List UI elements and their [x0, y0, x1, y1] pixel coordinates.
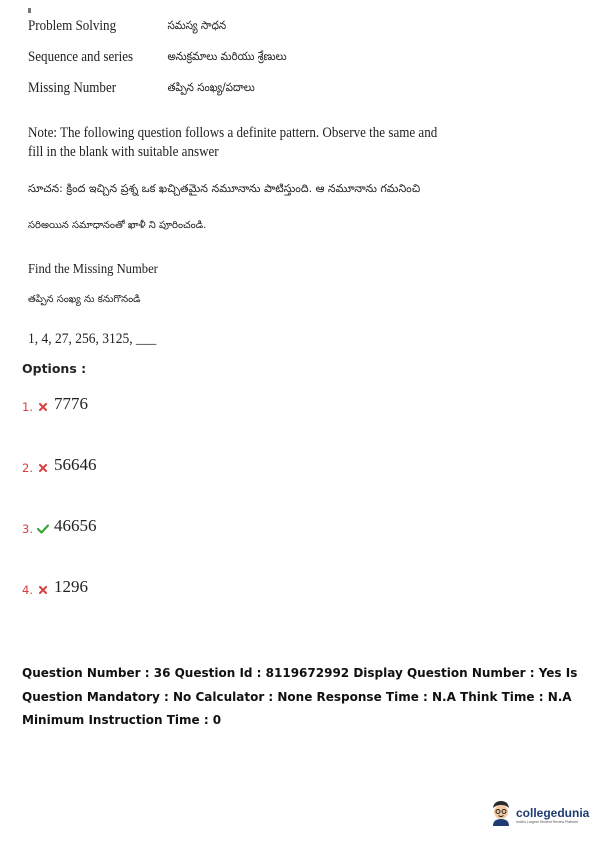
meta-row-subtopic [28, 49, 287, 66]
cross-icon [36, 397, 50, 411]
option-value: 7776 [54, 394, 88, 413]
meta-subtopic-te: అనుక్రమాలు మరియు శ్రేణులు [167, 49, 287, 63]
note-te-line2: సరిఅయిన సమాధానంతో ఖాళీ ని పూరించండి. [28, 220, 207, 231]
student-mascot-icon [490, 800, 512, 831]
note-en: Note: The following question follows a definite pattern. Observe the same and fill in the blank with suitable answer [28, 125, 438, 160]
option-2[interactable] [22, 453, 97, 477]
find-missing-te: తప్పిన సంఖ్య ను కనుగొనండి [28, 294, 141, 305]
page-top-mark [28, 8, 31, 13]
cross-icon [36, 458, 50, 472]
option-4[interactable] [22, 575, 88, 599]
meta-topic-te: సమస్య సాధన [167, 18, 227, 32]
number-sequence: 1, 4, 27, 256, 3125, ___ [28, 331, 157, 347]
option-value: 56646 [54, 455, 97, 474]
question-info: Question Number : 36 Question Id : 8119672992 Display Question Number : Yes Is Question Mandatory : No Calculator : None Response Time : N.A Think Time : N.A Minimum Instruction Time : 0 [22, 666, 578, 727]
meta-row-type [28, 80, 255, 97]
brand-name: collegedunia [516, 805, 590, 820]
option-number: 4. [22, 583, 33, 597]
check-icon [36, 518, 50, 534]
option-value: 46656 [54, 516, 97, 535]
option-number: 3. [22, 522, 33, 536]
option-number: 2. [22, 461, 33, 475]
option-3[interactable] [22, 514, 97, 538]
meta-row-topic [28, 18, 227, 35]
note-te-line1: సూచన: క్రింద ఇచ్చిన ప్రశ్న ఒక ఖచ్చితమైన నమూనాను పాటిస్తుంది. ఆ నమూనాను గమనించి [28, 182, 421, 195]
meta-topic-en: Problem Solving [28, 18, 117, 34]
option-number: 1. [22, 400, 33, 414]
find-missing-en: Find the Missing Number [28, 262, 158, 277]
option-1[interactable] [22, 392, 88, 416]
meta-type-en: Missing Number [28, 80, 117, 96]
options-label: Options : [22, 361, 87, 376]
brand-tagline: India's Largest Student Review Platform [516, 819, 579, 824]
meta-type-te: తప్పిన సంఖ్య/పదాలు [167, 80, 255, 94]
cross-icon [36, 580, 50, 594]
option-value: 1296 [54, 577, 88, 596]
brand-logo [490, 800, 589, 831]
meta-subtopic-en: Sequence and series [28, 49, 134, 65]
